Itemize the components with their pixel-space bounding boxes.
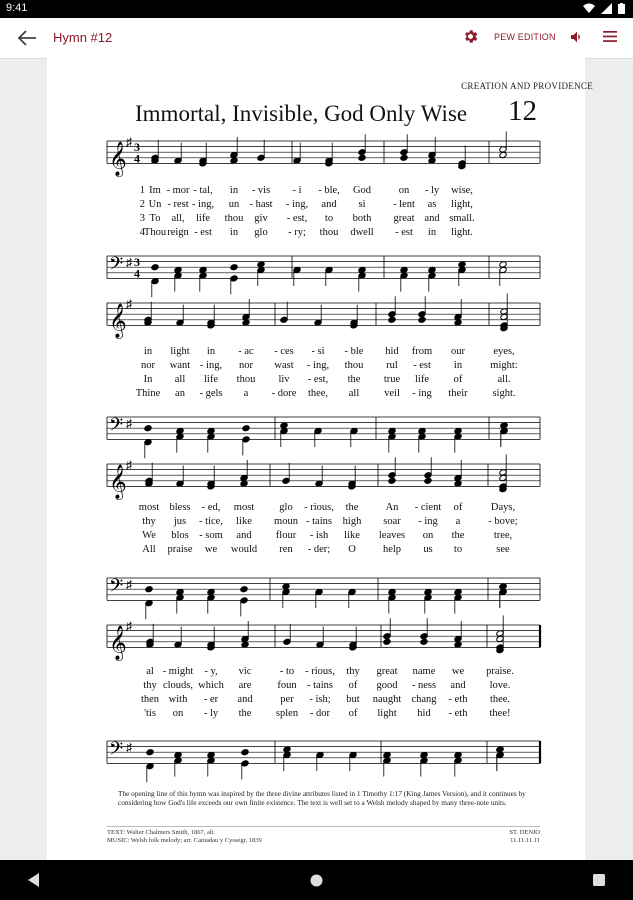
lyric-syllable: - est, <box>286 213 308 224</box>
lyric-syllable: in <box>229 227 239 238</box>
lyric-syllable: we <box>204 544 218 555</box>
lyric-syllable: leaves <box>378 530 406 541</box>
note-head <box>230 264 238 271</box>
treble-clef: 𝄞 <box>109 465 127 499</box>
lyric-syllable: wast <box>274 360 294 371</box>
lyric-syllable: - eth <box>448 694 468 705</box>
verse-number: 3 <box>139 213 145 224</box>
lyric-syllable: thy <box>143 680 157 691</box>
lyric-syllable: thee, <box>307 388 329 399</box>
credits-text <box>107 829 262 845</box>
lyric-syllable: We <box>142 530 156 541</box>
lyric-syllable: true <box>383 374 401 385</box>
lyric-syllable: - ry; <box>288 227 306 238</box>
lyric-syllable: - ing <box>418 516 438 527</box>
lyric-syllable: thee! <box>489 708 511 719</box>
lyric-syllable: - ac <box>238 346 254 357</box>
lyric-syllable: flour <box>275 530 297 541</box>
lyric-syllable: on <box>398 185 410 196</box>
note-head <box>240 586 248 593</box>
lyric-syllable: all <box>348 388 360 399</box>
lyric-syllable: - tains <box>307 680 333 691</box>
lyric-syllable: jus <box>173 516 187 527</box>
lyric-syllable: - ed, <box>201 502 221 513</box>
lyric-syllable: life <box>415 374 429 385</box>
key-signature-sharp: ♯ <box>126 255 132 270</box>
lyric-syllable: - to <box>279 666 295 677</box>
lyric-syllable: nor <box>141 360 155 371</box>
note-head <box>151 264 159 271</box>
bass-clef: 𝄢 <box>109 737 124 763</box>
lyric-syllable: God <box>352 185 372 196</box>
lyric-syllable: might: <box>490 360 518 371</box>
time-signature: 4 <box>134 266 140 281</box>
lyric-syllable: - ly <box>424 185 440 196</box>
lyric-syllable: light <box>170 346 190 357</box>
app-bar-title: Hymn #12 <box>53 30 113 45</box>
lyric-syllable: life <box>196 213 210 224</box>
lyric-syllable: si <box>358 199 366 210</box>
lyric-syllable: - ces <box>274 346 294 357</box>
lyric-syllable: glo <box>254 227 268 238</box>
lyric-syllable: thou <box>344 360 364 371</box>
lyric-syllable: and <box>424 213 440 224</box>
lyric-syllable: the <box>345 502 359 513</box>
lyric-syllable: blos <box>171 530 189 541</box>
status-time: 9:41 <box>6 2 28 14</box>
lyric-syllable: bless <box>169 502 191 513</box>
lyric-syllable: glo <box>279 502 293 513</box>
pew-edition-button[interactable]: PEW EDITION <box>494 32 556 42</box>
lyric-syllable: chang <box>411 694 437 705</box>
system-nav-bar <box>0 860 633 900</box>
lyric-syllable: Im <box>149 185 161 196</box>
lyric-syllable: - som <box>199 530 223 541</box>
key-signature-sharp: ♯ <box>126 135 132 149</box>
lyric-syllable: veil <box>384 388 400 399</box>
lyric-syllable: - der; <box>307 544 331 555</box>
lyric-syllable: in <box>453 360 463 371</box>
lyric-syllable: - y, <box>204 666 218 677</box>
lyric-syllable: praise <box>167 544 193 555</box>
credits-tune <box>509 829 540 845</box>
lyric-syllable: - rious, <box>305 666 335 677</box>
bass-clef: 𝄢 <box>109 252 124 278</box>
lyric-syllable: both <box>352 213 372 224</box>
key-signature-sharp: ♯ <box>126 297 132 311</box>
note-head <box>388 316 396 323</box>
time-signature: 4 <box>134 151 140 166</box>
hymn-number: 12 <box>508 95 537 127</box>
lyric-syllable: al <box>146 666 154 677</box>
hymn-footnote: The opening line of this hymn was inspired by the three divine attributes listed in 1 Timothy 1:17 (King James Version), and it continues by considering how God's life exceeds our own finite existence. The text is well set to a Welsh melody shaped by many three-note units. <box>118 789 526 807</box>
lyric-syllable: are <box>238 680 252 691</box>
lyric-syllable: - mor <box>166 185 190 196</box>
time-signature: 3 <box>134 140 140 155</box>
lyric-syllable: the <box>347 374 361 385</box>
lyric-syllable: of <box>348 708 358 719</box>
lyric-syllable: all <box>174 374 186 385</box>
lyric-syllable: - eth <box>448 708 468 719</box>
lyric-syllable: on <box>422 530 434 541</box>
lyric-syllable: thee. <box>489 694 511 705</box>
note-head <box>241 749 249 756</box>
lyric-syllable: all, <box>171 213 185 224</box>
note-head <box>242 425 250 432</box>
note-head <box>424 477 432 484</box>
lyric-syllable: like <box>344 530 360 541</box>
lyric-syllable: sight. <box>492 388 516 399</box>
lyric-syllable: on <box>172 708 184 719</box>
lyric-syllable: from <box>411 346 433 357</box>
nav-recents-icon[interactable] <box>593 874 605 886</box>
lyric-syllable: - dor <box>309 708 331 719</box>
lyric-syllable: and <box>450 680 466 691</box>
lyric-syllable: nor <box>239 360 253 371</box>
treble-clef: 𝄞 <box>109 142 127 176</box>
key-signature-sharp: ♯ <box>126 577 132 592</box>
lyric-syllable: thy <box>346 666 360 677</box>
lyric-syllable: love. <box>489 680 511 691</box>
lyric-syllable: - est <box>413 360 431 371</box>
note-head <box>358 154 366 161</box>
lyric-syllable: as <box>427 199 437 210</box>
tune-name: ST. DENIO <box>509 829 540 836</box>
lyric-syllable: - tice, <box>199 516 223 527</box>
nav-back-icon[interactable] <box>28 873 40 887</box>
lyric-syllable: - ing <box>412 388 432 399</box>
nav-home-icon[interactable] <box>310 874 323 887</box>
lyric-syllable: reign <box>167 227 189 238</box>
lyric-syllable: in <box>143 346 153 357</box>
note-head <box>145 586 153 593</box>
lyric-syllable: - ness <box>411 680 437 691</box>
lyric-syllable: - rest <box>167 199 189 210</box>
lyric-syllable: life <box>204 374 218 385</box>
lyric-syllable: - er <box>203 694 219 705</box>
lyric-syllable: O <box>348 544 356 555</box>
credits-divider <box>107 826 540 827</box>
note-head <box>383 638 391 645</box>
lyric-syllable: good <box>376 680 398 691</box>
lyric-syllable: us <box>423 544 433 555</box>
lyric-syllable: moun <box>274 516 298 527</box>
lyric-syllable: great <box>393 213 415 224</box>
lyric-syllable: high <box>342 516 362 527</box>
lyric-syllable: thou <box>319 227 339 238</box>
lyric-syllable: Un <box>148 199 162 210</box>
lyric-syllable: wise, <box>451 185 473 196</box>
lyric-syllable: dwell <box>350 227 374 238</box>
lyric-syllable: - tal, <box>193 185 213 196</box>
credit-music-source: MUSIC: Welsh folk melody; arr. Caniadau y Cyssegr, 1839 <box>107 837 262 844</box>
note-head <box>144 425 152 432</box>
lyric-syllable: small. <box>449 213 475 224</box>
hymn-title: Immortal, Invisible, God Only Wise <box>135 101 468 126</box>
bass-clef: 𝄢 <box>109 413 124 439</box>
time-signature: 3 <box>134 255 140 270</box>
lyric-syllable: the <box>451 530 465 541</box>
hymn-section: CREATION AND PROVIDENCE <box>461 81 593 91</box>
note-head <box>400 154 408 161</box>
lyric-syllable: and <box>321 199 337 210</box>
lyric-syllable: of <box>348 680 358 691</box>
lyric-syllable: great <box>376 666 398 677</box>
lyric-syllable: To <box>149 213 161 224</box>
treble-clef: 𝄞 <box>109 626 127 660</box>
lyric-syllable: with <box>168 694 188 705</box>
note-head <box>418 316 426 323</box>
note-head <box>146 749 154 756</box>
lyric-syllable: - est <box>194 227 212 238</box>
lyric-syllable: and <box>237 694 253 705</box>
lyric-syllable: - dore <box>271 388 297 399</box>
lyric-syllable: - i <box>292 185 302 196</box>
lyric-syllable: - cient <box>414 502 442 513</box>
lyric-syllable: liv <box>278 374 290 385</box>
lyric-syllable: - ing, <box>191 199 215 210</box>
lyric-syllable: a <box>455 516 461 527</box>
lyric-syllable: un <box>228 199 240 210</box>
lyric-syllable: light. <box>451 227 473 238</box>
lyric-syllable: Thine <box>135 388 161 399</box>
key-signature-sharp: ♯ <box>126 416 132 431</box>
key-signature-sharp: ♯ <box>126 458 132 472</box>
lyric-syllable: - est <box>395 227 413 238</box>
lyric-syllable: the <box>238 708 252 719</box>
lyric-syllable: - ing, <box>306 360 330 371</box>
lyric-syllable: - ish <box>309 530 329 541</box>
verse-number: 1 <box>139 185 145 196</box>
verse-number: 4 <box>139 227 145 238</box>
lyric-syllable: in <box>427 227 437 238</box>
lyric-syllable: in <box>229 185 239 196</box>
lyric-syllable: - ly <box>203 708 219 719</box>
lyric-syllable: which <box>198 680 224 691</box>
lyric-syllable: all. <box>497 374 511 385</box>
lyric-syllable: - lent <box>393 199 415 210</box>
lyric-syllable: All <box>142 544 156 555</box>
lyric-syllable: eyes, <box>493 346 515 357</box>
credit-text-author: TEXT: Walter Chalmers Smith, 1867, alt. <box>107 829 216 836</box>
lyric-syllable: soar <box>383 516 401 527</box>
lyric-syllable: rul <box>386 360 398 371</box>
lyric-syllable: In <box>143 374 153 385</box>
lyric-syllable: but <box>346 694 360 705</box>
lyric-syllable: Days, <box>490 502 516 513</box>
lyric-syllable: - ble, <box>318 185 340 196</box>
lyric-syllable: want <box>169 360 191 371</box>
lyric-syllable: 'tis <box>144 708 156 719</box>
lyric-syllable: thou <box>224 213 244 224</box>
lyric-syllable: - bove; <box>488 516 518 527</box>
verse-number: 2 <box>139 199 145 210</box>
lyric-syllable: in <box>206 346 216 357</box>
lyric-syllable: of <box>453 374 463 385</box>
note-head <box>420 638 428 645</box>
lyric-syllable: of <box>453 502 463 513</box>
lyric-syllable: - est, <box>307 374 329 385</box>
lyric-syllable: light <box>377 708 397 719</box>
lyric-syllable: our <box>451 346 465 357</box>
lyric-syllable: tree, <box>493 530 513 541</box>
lyric-syllable: giv <box>254 213 268 224</box>
lyric-syllable: praise. <box>486 666 514 677</box>
lyric-syllable: and <box>236 530 252 541</box>
lyric-syllable: splen <box>275 708 299 719</box>
lyric-syllable: like <box>236 516 252 527</box>
lyric-syllable: - might <box>162 666 194 677</box>
lyric-syllable: would <box>230 544 258 555</box>
lyric-syllable: hid <box>385 346 399 357</box>
lyric-syllable: an <box>175 388 185 399</box>
note-head <box>388 477 396 484</box>
lyric-syllable: to <box>453 544 463 555</box>
lyric-syllable: - ing, <box>199 360 223 371</box>
lyric-syllable: - rious, <box>304 502 334 513</box>
lyric-syllable: Thou <box>143 227 167 238</box>
lyric-syllable: to <box>324 213 334 224</box>
lyric-syllable: name <box>412 666 436 677</box>
lyric-syllable: thou <box>236 374 256 385</box>
tune-meter: 11.11.11.11 <box>510 837 540 844</box>
lyric-syllable: - ing, <box>285 199 309 210</box>
lyric-syllable: we <box>451 666 465 677</box>
lyric-syllable: - tains <box>306 516 332 527</box>
lyric-syllable: their <box>448 388 468 399</box>
lyric-syllable: - hast <box>249 199 273 210</box>
lyric-syllable: per <box>280 694 294 705</box>
lyric-syllable: most <box>233 502 255 513</box>
lyric-syllable: clouds, <box>162 680 194 691</box>
lyric-syllable: - si <box>311 346 325 357</box>
lyric-syllable: ren <box>279 544 293 555</box>
lyric-syllable: light, <box>451 199 473 210</box>
key-signature-sharp: ♯ <box>126 619 132 633</box>
key-signature-sharp: ♯ <box>126 740 132 755</box>
bass-clef: 𝄢 <box>109 574 124 600</box>
lyric-syllable: hid <box>417 708 431 719</box>
lyric-syllable: foun <box>277 680 297 691</box>
lyric-syllable: - ish; <box>309 694 331 705</box>
lyric-syllable: help <box>382 544 402 555</box>
lyric-syllable: - vis <box>251 185 271 196</box>
lyric-syllable: - gels <box>199 388 223 399</box>
lyric-syllable: then <box>140 694 160 705</box>
lyric-syllable: most <box>138 502 160 513</box>
lyric-syllable: see <box>496 544 510 555</box>
lyric-syllable: a <box>243 388 249 399</box>
treble-clef: 𝄞 <box>109 304 127 338</box>
lyric-syllable: thy <box>142 516 156 527</box>
lyric-syllable: - ble <box>344 346 364 357</box>
lyric-syllable: vic <box>238 666 252 677</box>
lyric-syllable: An <box>385 502 399 513</box>
lyric-syllable: naught <box>372 694 402 705</box>
